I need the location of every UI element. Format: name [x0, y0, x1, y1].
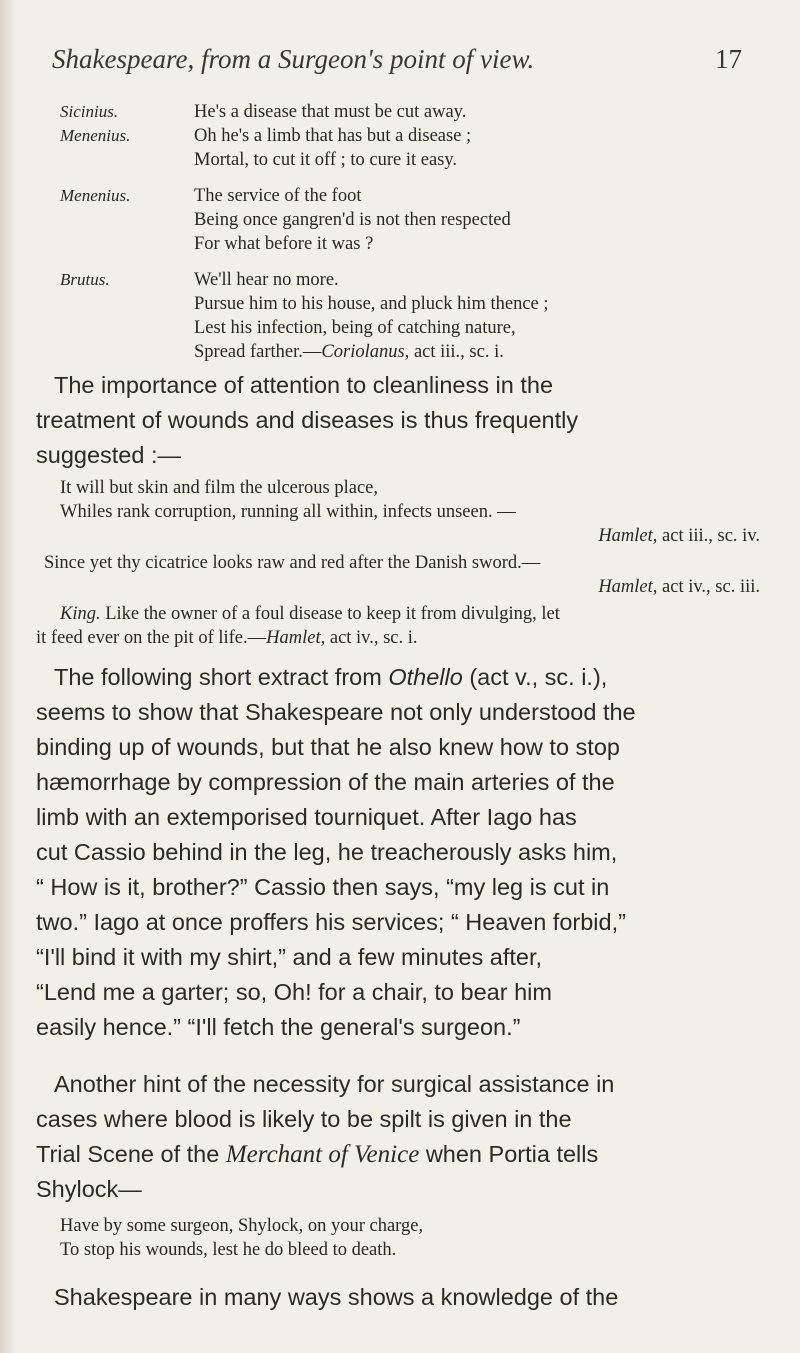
running-title: Shakespeare, from a Surgeon's point of view. — [52, 44, 535, 74]
citation-play: Hamlet, — [266, 628, 326, 648]
citation-reference: act iv., sc. iii. — [657, 577, 760, 597]
verse-line: The service of the foot — [194, 186, 362, 206]
page-number: 17 — [715, 44, 742, 74]
paragraph-knowledge — [36, 1280, 771, 1315]
quote-hamlet-2 — [44, 551, 760, 599]
speaker-name: King. — [60, 604, 101, 624]
prose-line: hæmorrhage by compression of the main arteries of the — [36, 769, 615, 795]
verse-line: He's a disease that must be cut away. — [194, 102, 467, 122]
paragraph-cleanliness — [36, 368, 771, 473]
speaker-name: Menenius. — [60, 126, 131, 145]
prose-line: cases where blood is likely to be spilt is given in the — [36, 1106, 572, 1132]
quote-text: Like the owner of a foul disease to keep it from divulging, let — [100, 604, 560, 624]
play-title: Merchant of Venice — [225, 1141, 420, 1168]
quote-line: Whiles rank corruption, running all within, infects unseen. — — [60, 502, 516, 522]
citation-play: Hamlet, — [598, 526, 658, 546]
speaker-name: Menenius. — [60, 186, 131, 205]
speech-menenius-2 — [60, 184, 760, 256]
citation-reference: act iv., sc. i. — [325, 628, 418, 648]
verse-line-with-citation — [194, 340, 764, 364]
prose-text: The following short extract from — [54, 664, 389, 690]
citation-reference: act iii., sc. iv. — [657, 526, 760, 546]
page-gutter-shadow — [0, 0, 14, 1353]
prose-line: limb with an extemporised tourniquet. After Iago has — [36, 804, 577, 830]
prose-line: two.” Iago at once proffers his services; “ Heaven forbid,” — [36, 909, 626, 935]
quote-line — [36, 626, 766, 650]
prose-line — [36, 660, 771, 695]
prose-line: seems to show that Shakespeare not only understood the — [36, 699, 636, 725]
quote-line: Have by some surgeon, Shylock, on your charge, — [60, 1216, 424, 1236]
paragraph-othello — [36, 660, 771, 1045]
prose-line: treatment of wounds and diseases is thus frequently — [36, 407, 579, 433]
prose-line: binding up of wounds, but that he also knew how to stop — [36, 734, 620, 760]
speech-sicinius — [60, 100, 760, 124]
citation-reference: act iii., sc. i. — [409, 342, 504, 362]
quote-line: It will but skin and film the ulcerous place, — [60, 478, 379, 498]
quote-citation — [60, 524, 760, 548]
prose-line: “ How is it, brother?” Cassio then says, “my leg is cut in — [36, 874, 610, 900]
quote-line — [36, 602, 766, 626]
prose-line: easily hence.” “I'll fetch the general's surgeon.” — [36, 1014, 521, 1040]
citation-play: Coriolanus, — [321, 342, 410, 362]
prose-line — [36, 1137, 771, 1172]
verse-line: Pursue him to his house, and pluck him thence ; — [194, 294, 549, 314]
citation-play: Hamlet, — [598, 577, 658, 597]
prose-line: Shakespeare in many ways shows a knowledge of the — [54, 1284, 619, 1310]
prose-line: “I'll bind it with my shirt,” and a few minutes after, — [36, 944, 543, 970]
quote-line: Since yet thy cicatrice looks raw and red after the Danish sword.— — [44, 553, 541, 573]
quote-hamlet-3 — [36, 602, 766, 650]
quote-text: it feed ever on the pit of life.— — [36, 628, 267, 648]
prose-line: “Lend me a garter; so, Oh! for a chair, to bear him — [36, 979, 552, 1005]
quote-line: To stop his wounds, lest he do bleed to death. — [60, 1240, 397, 1260]
play-title: Othello — [388, 664, 463, 690]
prose-line: Shylock— — [36, 1176, 142, 1202]
quote-hamlet-1 — [60, 476, 760, 548]
verse-line: Lest his infection, being of catching nature, — [194, 318, 516, 338]
prose-line: cut Cassio behind in the leg, he treacherously asks him, — [36, 839, 618, 865]
speaker-name: Brutus. — [60, 270, 110, 289]
prose-line: suggested :— — [36, 442, 182, 468]
running-head — [52, 44, 742, 84]
speaker-name: Sicinius. — [60, 102, 119, 121]
speech-menenius-1 — [60, 124, 760, 172]
verse-line: Oh he's a limb that has but a disease ; — [194, 126, 472, 146]
prose-text: Trial Scene of the — [36, 1141, 226, 1167]
verse-text: Spread farther.— — [194, 342, 322, 362]
verse-line: We'll hear no more. — [194, 270, 339, 290]
verse-line: Being once gangren'd is not then respected — [194, 210, 511, 230]
quote-citation — [44, 575, 760, 599]
prose-line: Another hint of the necessity for surgical assistance in — [54, 1071, 615, 1097]
prose-text: (act v., sc. i.), — [462, 664, 608, 690]
verse-line: For what before it was ? — [194, 234, 374, 254]
speech-brutus — [60, 268, 760, 364]
verse-line: Mortal, to cut it off ; to cure it easy. — [194, 150, 458, 170]
prose-text: when Portia tells — [419, 1141, 599, 1167]
quote-merchant — [60, 1214, 760, 1262]
paragraph-merchant — [36, 1067, 771, 1207]
prose-line: The importance of attention to cleanliness in the — [54, 372, 554, 398]
